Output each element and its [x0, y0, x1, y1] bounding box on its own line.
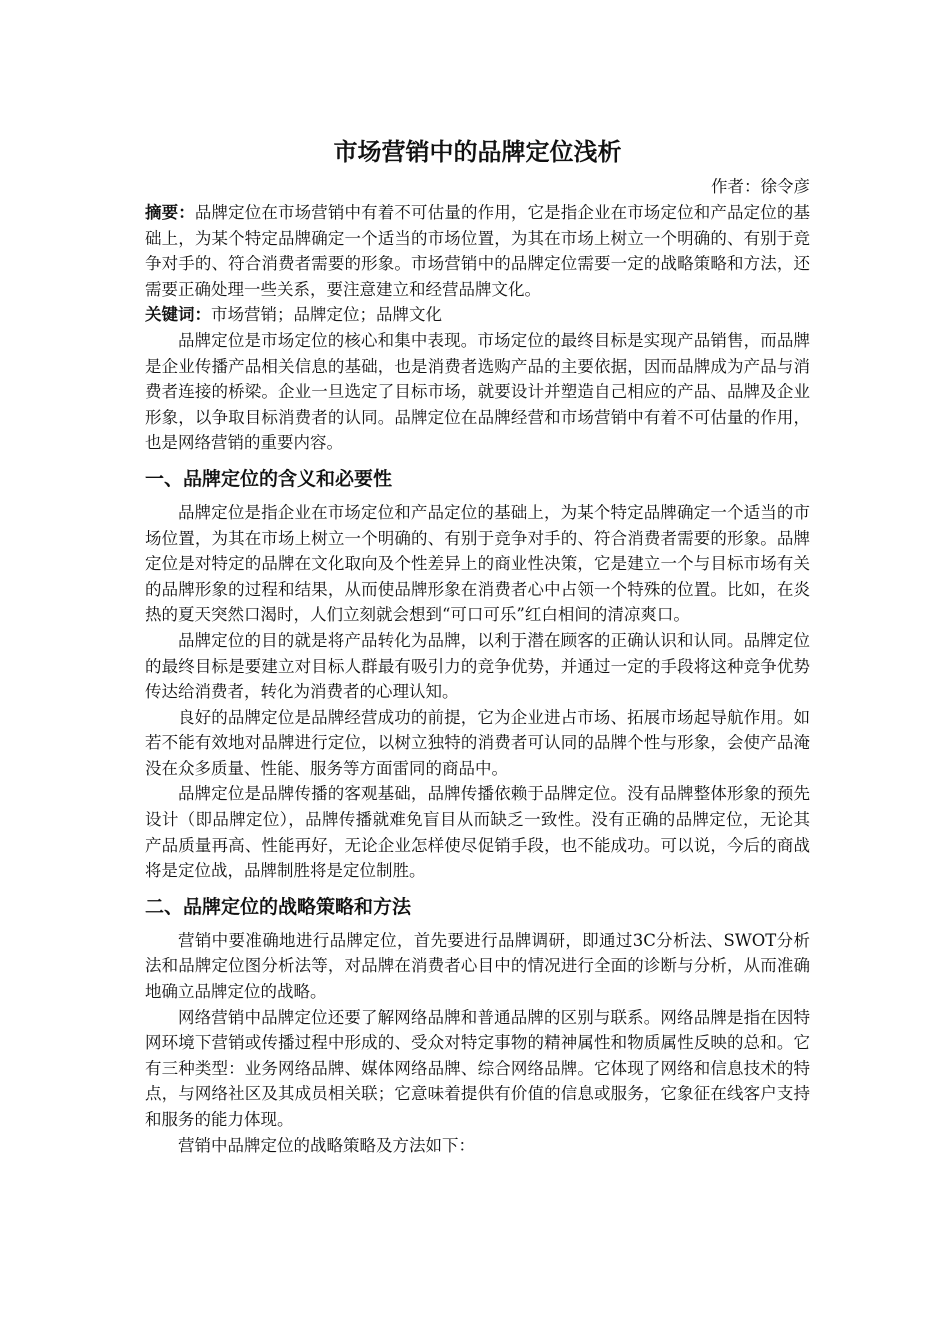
intro-paragraph: 品牌定位是市场定位的核心和集中表现。市场定位的最终目标是实现产品销售，而品牌是企业传播产品相关信息的基础，也是消费者选购产品的主要依据，因而品牌成为产品与消费者连接的桥梁。企业一旦选定了目标市场，就要设计并塑造自己相应的产品、品牌及企业形象，以争取目标消费者的认同。品牌定位在品牌经营和市场营销中有着不可估量的作用，也是网络营销的重要内容。: [145, 330, 810, 453]
body-paragraph: 品牌定位的目的就是将产品转化为品牌，以利于潜在顾客的正确认识和认同。品牌定位的最终目标是要建立对目标人群最有吸引力的竞争优势，并通过一定的手段将这种竞争优势传达给消费者，转化为消费者的心理认知。: [145, 630, 810, 702]
abstract-paragraph: [145, 200, 810, 302]
abstract-label: 摘要：: [145, 203, 195, 222]
section-heading-1: 一、品牌定位的含义和必要性: [145, 467, 393, 490]
section-heading-2: 二、品牌定位的战略策略和方法: [145, 895, 412, 918]
keywords-text: 市场营销；品牌定位；品牌文化: [211, 305, 442, 325]
body-paragraph: 营销中品牌定位的战略策略及方法如下：: [178, 1135, 475, 1155]
keywords-label: 关键词：: [145, 305, 211, 325]
body-paragraph: 良好的品牌定位是品牌经营成功的前提，它为企业进占市场、拓展市场起导航作用。如若不能有效地对品牌进行定位，以树立独特的消费者可认同的品牌个性与形象，会使产品淹没在众多质量、性能、服务等方面雷同的商品中。: [145, 707, 810, 778]
author-line: 作者：徐令彦: [711, 177, 810, 196]
body-paragraph: 品牌定位是指企业在市场定位和产品定位的基础上，为某个特定品牌确定一个适当的市场位置，为其在市场上树立一个明确的、有别于竞争对手的、符合消费者需要的形象。品牌定位是对特定的品牌在文化取向及个性差异上的商业性决策，它是建立一个与目标市场有关的品牌形象的过程和结果，从而使品牌形象在消费者心中占领一个特殊的位置。比如，在炎热的夏天突然口渴时，人们立刻就会想到“可口可乐”红白相间的清凉爽口。: [145, 502, 810, 625]
document-body: [145, 200, 810, 1158]
abstract-text: 品牌定位在市场营销中有着不可估量的作用，它是指企业在市场定位和产品定位的基础上，为某个特定品牌确定一个适当的市场位置，为其在市场上树立一个明确的、有别于竞争对手的、符合消费者需要的形象。市场营销中的品牌定位需要一定的战略策略和方法，还需要正确处理一些关系，要注意建立和经营品牌文化。: [145, 203, 811, 299]
body-paragraph: 营销中要准确地进行品牌定位，首先要进行品牌调研，即通过3C分析法、SWOT分析法和品牌定位图分析法等，对品牌在消费者心目中的情况进行全面的诊断与分析，从而准确地确立品牌定位的战略。: [145, 930, 810, 1002]
body-paragraph: 品牌定位是品牌传播的客观基础，品牌传播依赖于品牌定位。没有品牌整体形象的预先设计（即品牌定位），品牌传播就难免盲目从而缺乏一致性。没有正确的品牌定位，无论其产品质量再高、性能再好，无论企业怎样使尽促销手段，也不能成功。可以说，今后的商战将是定位战，品牌制胜将是定位制胜。: [145, 784, 810, 881]
document-title: 市场营销中的品牌定位浅析: [333, 138, 622, 166]
keywords-paragraph: [145, 302, 810, 328]
body-paragraph: 网络营销中品牌定位还要了解网络品牌和普通品牌的区别与联系。网络品牌是指在因特网环境下营销或传播过程中形成的、受众对特定事物的精神属性和物质属性反映的总和。它有三种类型：业务网络品牌、媒体网络品牌、综合网络品牌。它体现了网络和信息技术的特点，与网络社区及其成员相关联；它意味着提供有价值的信息或服务，它象征在线客户支持和服务的能力体现。: [145, 1007, 810, 1129]
